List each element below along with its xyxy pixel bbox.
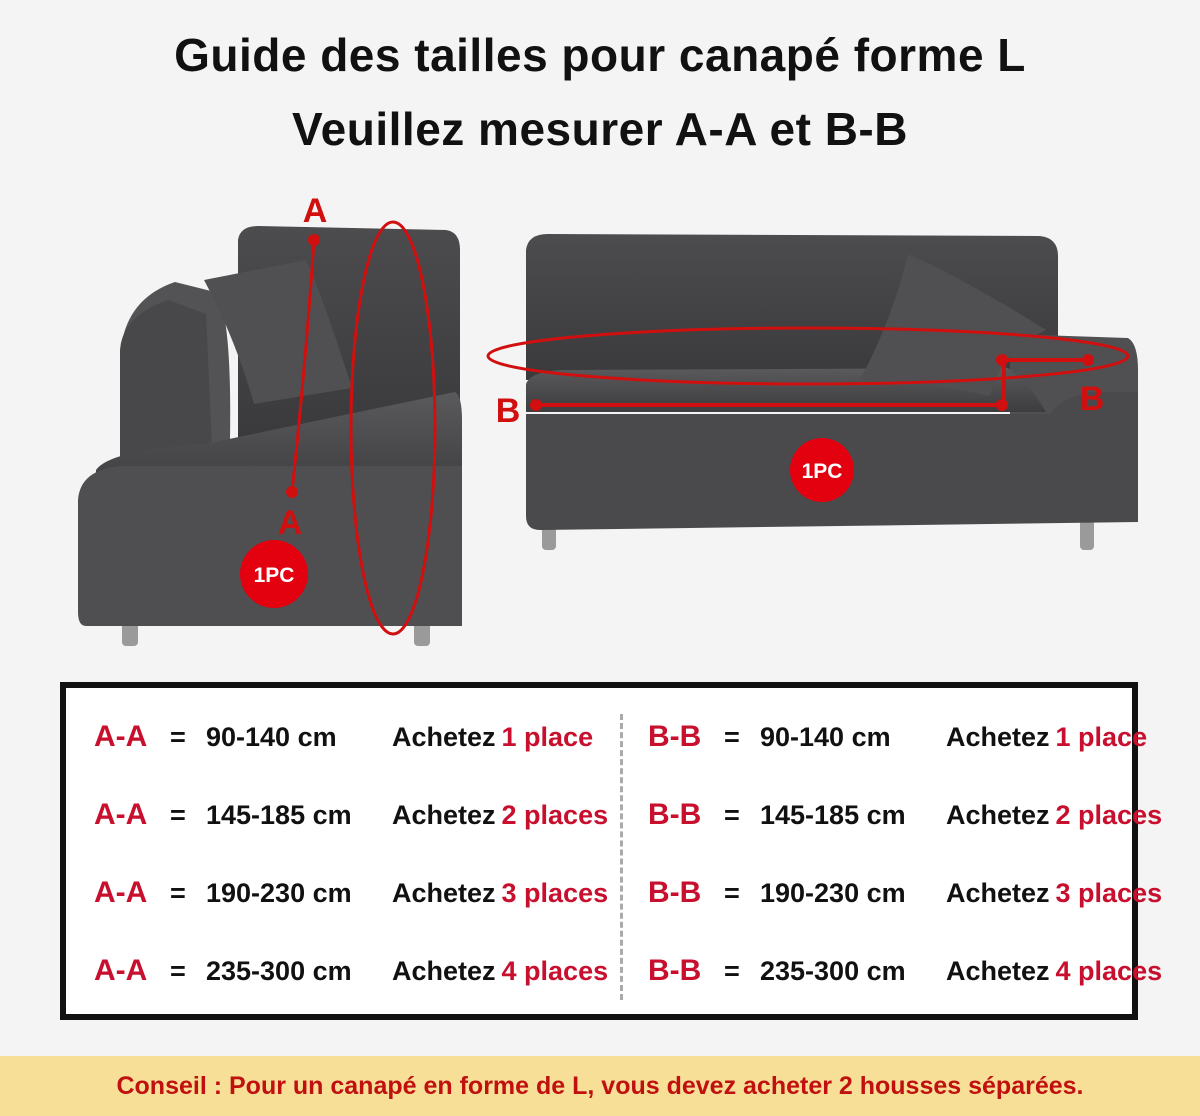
measure-label: B-B <box>648 876 702 909</box>
measure-label: A-A <box>94 954 148 987</box>
measure-label: A-A <box>94 798 148 831</box>
seat-quantity: 1 place <box>1055 721 1148 752</box>
table-row <box>648 698 1162 776</box>
page-title: Guide des tailles pour canapé forme L <box>174 29 1026 81</box>
size-range: 190-230 cm <box>206 877 352 908</box>
measure-label: B-B <box>648 720 702 753</box>
buy-text: Achetez <box>946 799 1050 830</box>
table-divider <box>620 714 623 1000</box>
measure-point <box>308 234 320 246</box>
seat-quantity: 2 places <box>501 799 609 830</box>
table-row <box>94 854 608 932</box>
size-range: 190-230 cm <box>760 877 906 908</box>
equals-sign: = <box>724 877 740 908</box>
equals-sign: = <box>724 955 740 986</box>
sofa-leg <box>1080 520 1094 550</box>
tip-banner <box>0 1056 1200 1116</box>
table-row <box>648 776 1162 854</box>
size-range: 235-300 cm <box>760 955 906 986</box>
right-sofa <box>488 234 1138 550</box>
seat-quantity: 1 place <box>501 721 594 752</box>
sofa-arm-front <box>120 300 212 462</box>
size-table-right-column <box>648 698 1162 1010</box>
measure-point <box>530 399 542 411</box>
measure-point <box>996 399 1008 411</box>
table-row <box>94 776 608 854</box>
size-table <box>60 682 1163 1020</box>
badge-1pc-left-text: 1PC <box>253 564 295 587</box>
tip-text: Conseil : Pour un canapé en forme de L, vous devez acheter 2 housses séparées. <box>116 1071 1084 1100</box>
buy-text: Achetez <box>946 877 1050 908</box>
buy-text: Achetez <box>946 955 1050 986</box>
sofa-diagram <box>0 180 1200 660</box>
equals-sign: = <box>170 721 186 752</box>
size-range: 90-140 cm <box>760 721 891 752</box>
measure-point <box>1082 354 1094 366</box>
equals-sign: = <box>724 721 740 752</box>
seat-quantity: 4 places <box>501 955 609 986</box>
table-row <box>648 854 1162 932</box>
label-a-bottom: A <box>277 504 303 542</box>
equals-sign: = <box>170 955 186 986</box>
buy-text: Achetez <box>392 799 496 830</box>
equals-sign: = <box>170 799 186 830</box>
size-range: 145-185 cm <box>760 799 906 830</box>
measure-point <box>996 354 1008 366</box>
size-table-left-column <box>94 698 608 1010</box>
size-range: 145-185 cm <box>206 799 352 830</box>
left-chaise-sofa <box>78 192 462 646</box>
table-row <box>648 932 1162 1010</box>
seat-quantity: 3 places <box>1055 877 1163 908</box>
measure-point <box>286 486 298 498</box>
buy-text: Achetez <box>392 721 496 752</box>
size-range: 90-140 cm <box>206 721 337 752</box>
seat-quantity: 4 places <box>1055 955 1163 986</box>
measure-label: A-A <box>94 720 148 753</box>
page-subtitle: Veuillez mesurer A-A et B-B <box>292 103 908 155</box>
table-row <box>94 698 608 776</box>
badge-1pc-right-text: 1PC <box>801 460 843 483</box>
label-b-right: B <box>1079 380 1105 418</box>
buy-text: Achetez <box>392 877 496 908</box>
equals-sign: = <box>724 799 740 830</box>
measure-label: A-A <box>94 876 148 909</box>
seat-quantity: 3 places <box>501 877 609 908</box>
table-row <box>94 932 608 1010</box>
buy-text: Achetez <box>392 955 496 986</box>
equals-sign: = <box>170 877 186 908</box>
buy-text: Achetez <box>946 721 1050 752</box>
measure-label: B-B <box>648 954 702 987</box>
label-a-top: A <box>302 192 328 230</box>
seat-quantity: 2 places <box>1055 799 1163 830</box>
measure-label: B-B <box>648 798 702 831</box>
label-b-left: B <box>495 392 521 430</box>
size-range: 235-300 cm <box>206 955 352 986</box>
